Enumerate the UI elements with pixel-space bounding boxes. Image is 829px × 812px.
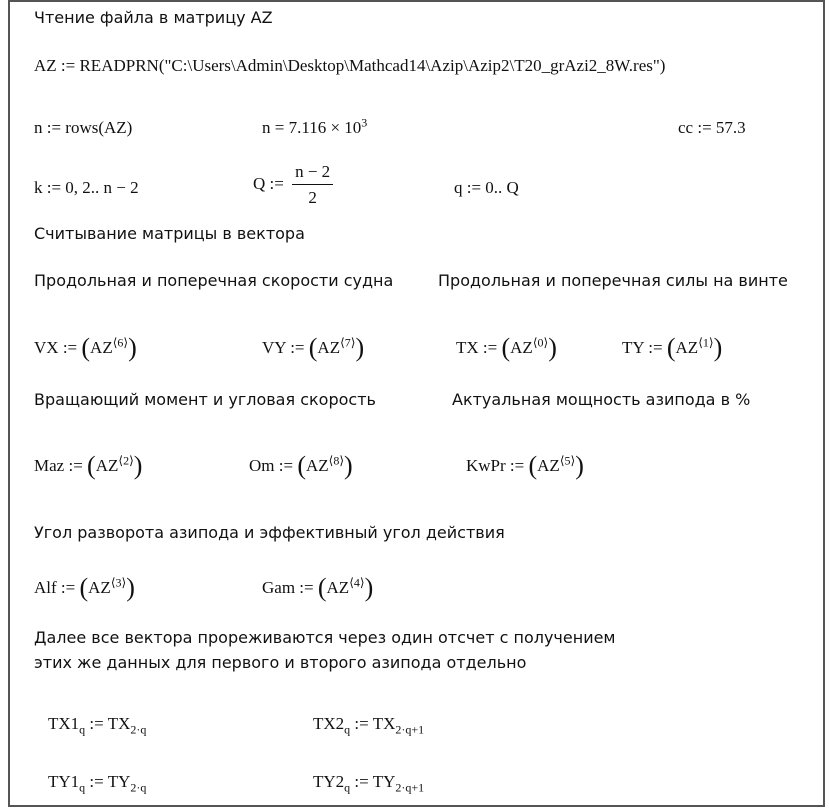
assign-op: :=: [68, 456, 83, 475]
assign-op: :=: [278, 456, 294, 475]
column-index: ⟨6⟩: [112, 335, 129, 350]
matrix-name: AZ: [88, 578, 111, 597]
tx-name: TX: [456, 338, 479, 357]
alf-extraction[interactable]: [34, 573, 135, 603]
cc-definition[interactable]: cc := 57.3: [678, 118, 746, 137]
open-paren: (: [308, 333, 318, 362]
kwpr-extraction[interactable]: [466, 451, 584, 481]
heading-thinning-line1: Далее все вектора прореживаются через один отсчет с получением: [34, 628, 616, 647]
matrix-name: AZ: [326, 578, 350, 597]
ty-extraction[interactable]: [622, 333, 722, 363]
om-extraction[interactable]: [249, 451, 353, 481]
n-result-mantissa: n = 7.116 × 10: [262, 118, 362, 137]
gam-name: Gam: [262, 578, 296, 597]
Q-lhs: Q :=: [253, 173, 284, 193]
matrix-name: AZ: [537, 456, 560, 475]
heading-torque-speed: Вращающий момент и угловая скорость: [34, 390, 376, 409]
vx-name: VX: [34, 338, 59, 357]
heading-thinning-line2: этих же данных для первого и второго азипода отдельно: [34, 653, 527, 672]
assign-op: :=: [299, 578, 314, 597]
tx-extraction[interactable]: [456, 333, 557, 363]
k-definition[interactable]: k := 0, 2.. n − 2: [34, 178, 139, 197]
matrix-name: AZ: [90, 338, 113, 357]
close-paren: ): [128, 333, 137, 362]
open-paren: (: [501, 333, 511, 362]
vy-name: VY: [262, 338, 286, 357]
open-paren: (: [81, 333, 91, 362]
column-index: ⟨2⟩: [118, 453, 134, 468]
heading-angles: Угол разворота азипода и эффективный угол действия: [34, 523, 505, 542]
open-paren: (: [297, 451, 306, 480]
open-paren: (: [87, 451, 96, 480]
n-result-exponent: 3: [361, 115, 368, 130]
open-paren: (: [528, 451, 538, 480]
vy-extraction[interactable]: [262, 333, 364, 363]
readprn-expression[interactable]: AZ := READPRN("C:\Users\Admin\Desktop\Mathcad14\Azip\Azip2\T20_grAzi2_8W.res"): [34, 56, 666, 75]
n-result[interactable]: [262, 115, 368, 138]
close-paren: ): [548, 333, 557, 362]
alf-name: Alf: [34, 578, 57, 597]
close-paren: ): [575, 451, 584, 480]
Q-denominator: 2: [308, 188, 317, 207]
column-index: ⟨3⟩: [110, 575, 127, 590]
heading-read-vectors: Считывание матрицы в вектора: [34, 224, 305, 243]
column-index: ⟨1⟩: [698, 335, 714, 350]
open-paren: (: [317, 573, 327, 602]
close-paren: ): [133, 451, 143, 480]
column-index: ⟨4⟩: [349, 575, 365, 590]
column-index: ⟨7⟩: [340, 335, 356, 350]
assign-op: :=: [482, 338, 498, 357]
matrix-name: AZ: [510, 338, 533, 357]
matrix-name: AZ: [675, 338, 699, 357]
assign-op: :=: [509, 456, 525, 475]
close-paren: ): [355, 333, 365, 362]
assign-op: :=: [648, 338, 663, 357]
open-paren: (: [666, 333, 676, 362]
column-index: ⟨5⟩: [559, 453, 576, 468]
heading-ship-speeds: Продольная и поперечная скорости судна: [34, 271, 394, 290]
maz-name: Maz: [34, 456, 65, 475]
heading-screw-forces: Продольная и поперечная силы на винте: [438, 271, 788, 290]
kwpr-name: KwPr: [466, 456, 506, 475]
close-paren: ): [364, 573, 374, 602]
ty-name: TY: [622, 338, 645, 357]
matrix-name: AZ: [317, 338, 341, 357]
ty2-assignment[interactable]: $TY2_q$ := $TY_{2\cdot q+1}$: [313, 772, 425, 795]
Q-numerator: n − 2: [292, 162, 333, 185]
maz-extraction[interactable]: [34, 451, 142, 481]
column-index: ⟨0⟩: [532, 335, 549, 350]
open-paren: (: [79, 573, 89, 602]
close-paren: ): [126, 573, 135, 602]
gam-extraction[interactable]: [262, 573, 373, 603]
heading-power: Актуальная мощность азипода в %: [452, 390, 751, 409]
column-index: ⟨8⟩: [328, 453, 345, 468]
heading-read-file: Чтение файла в матрицу AZ: [34, 8, 273, 27]
close-paren: ): [344, 451, 353, 480]
assign-op: :=: [62, 338, 78, 357]
n-definition[interactable]: n := rows(AZ): [34, 118, 133, 137]
vx-extraction[interactable]: [34, 333, 137, 363]
Q-fraction: [292, 162, 333, 208]
tx2-assignment[interactable]: $TX2_q$ := $TX_{2\cdot q+1}$: [313, 714, 425, 737]
q-definition[interactable]: q := 0.. Q: [454, 178, 519, 197]
matrix-name: AZ: [305, 456, 329, 475]
om-name: Om: [249, 456, 275, 475]
matrix-name: AZ: [95, 456, 119, 475]
assign-op: :=: [60, 578, 76, 597]
close-paren: ): [713, 333, 723, 362]
assign-op: :=: [290, 338, 305, 357]
tx1-assignment[interactable]: $TX1_q$ := $TX_{2\cdot q}$: [48, 714, 147, 737]
ty1-assignment[interactable]: $TY1_q$ := $TY_{2\cdot q}$: [48, 772, 147, 795]
Q-definition[interactable]: [253, 162, 333, 208]
